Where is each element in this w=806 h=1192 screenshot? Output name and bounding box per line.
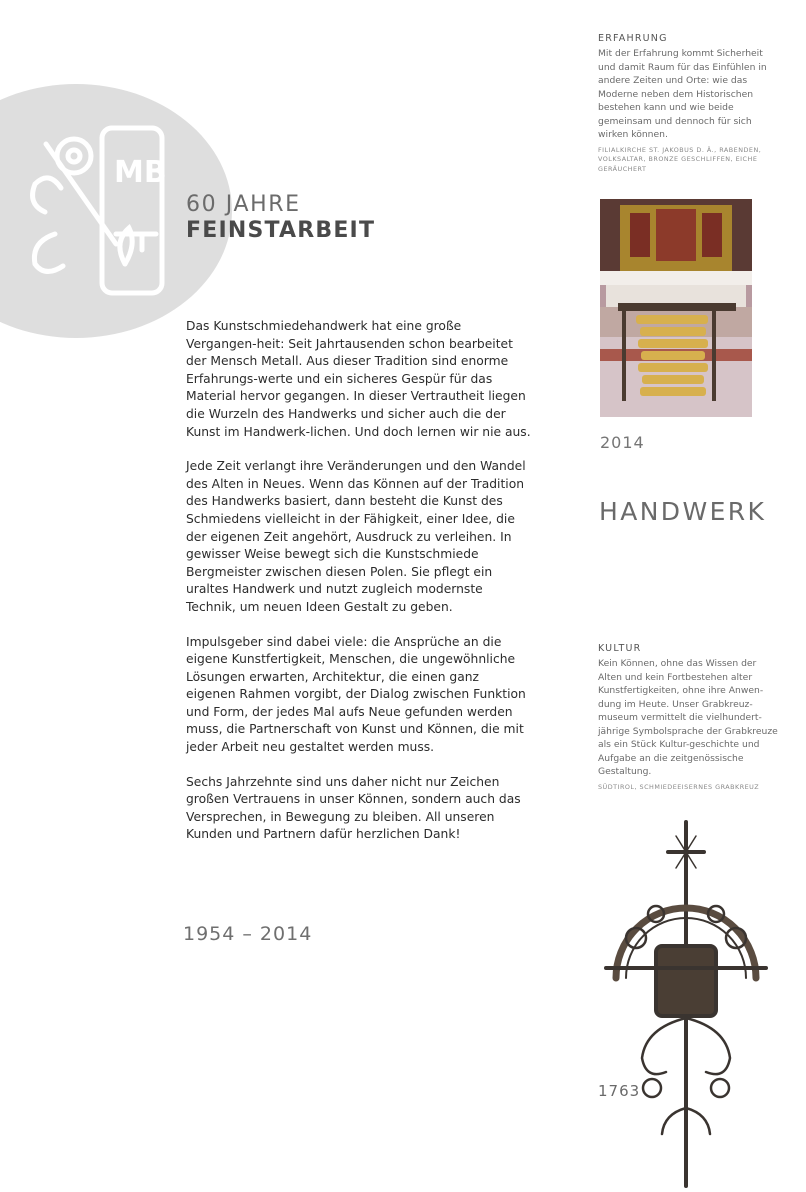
paragraph-2: Jede Zeit verlangt ihre Veränderungen und den Wandel des Alten in Neues. Wenn das Können auf der Tradition des Handwerks basiert, dann besteht die Kunst des Schmiedens vielleicht in der Fähigkeit, einer Idee, die der eigenen Zeit angehört, Ausdruck zu verleihen. In gewisser Weise bewegt sich die Kunstschmiede Bergmeister zwischen diesen Polen. Sie pflegt ein uraltes Handwerk und nutzt zugleich modernste Technik, um neuen Ideen Gestalt zu geben. xyxy=(186,459,526,614)
paragraph-3: Impulsgeber sind dabei viele: die Ansprüche an die eigene Kunstfertigkeit, Menschen, die ungewöhnliche Lösungen erwarten, Architektur, die einen ganz eigenen Rahmen vorgibt, der Dialog zwischen Funktion und Form, der jedes Mal aufs Neue gefunden werden muss, die Partnerschaft von Kunst und Können, die mit jeder Arbeit neu gestaltet werden muss. xyxy=(186,634,526,755)
kultur-text: Kein Können, ohne das Wissen der Alten und kein Fortbestehen alter Kunstfertigkeiten, ohne ihre Anwen-dung im Heute. Unser Grabkreuz-museum vermittelt die vielhundert-jährige Symbolsprache der Grabkreuze als ein Stück Kultur-geschichte und Aufgabe an die zeitgenössische Gestaltung. xyxy=(598,658,778,777)
logo-letters: MB xyxy=(114,155,167,190)
kultur-heading: KULTUR xyxy=(598,643,642,654)
headline-line2: FEINSTARBEIT xyxy=(186,218,376,243)
grave-cross-photo xyxy=(596,818,774,1188)
paragraph-1: Das Kunstschmiedehandwerk hat eine große Vergangen-heit: Seit Jahrtausenden schon bearbeitet der Mensch Metall. Aus dieser Tradition sind enorme Erfahrungs-werte und ein sicheres Gespür für das Material hervor gegangen. In dieser Vertrautheit liegen die Wurzeln des Handwerks und sicher auch die der Kunst im Handwerk-lichen. Und doch lernen wir nie aus. xyxy=(186,319,531,439)
headline xyxy=(186,192,375,244)
year-2014: 2014 xyxy=(600,433,645,452)
headline-line1: 60 JAHRE xyxy=(186,192,301,217)
body-text xyxy=(186,318,531,861)
handwerk-heading: HANDWERK xyxy=(599,497,767,526)
erfahrung-text: Mit der Erfahrung kommt Sicherheit und damit Raum für das Einfühlen in andere Zeiten und Orte: wie das Moderne neben dem Historischen bestehen kann und wie beide gemeinsam und dennoch für sich wirken können. xyxy=(598,48,767,140)
kultur-caption: SÜDTIROL, SCHMIEDEEISERNES GRABKREUZ xyxy=(598,782,760,791)
year-1763: 1763 xyxy=(598,1082,641,1100)
years-range: 1954 – 2014 xyxy=(183,923,313,945)
paragraph-4: Sechs Jahrzehnte sind uns daher nicht nur Zeichen großen Vertrauens in unser Können, sondern auch das Versprechen, in Bewegung zu bleiben. All unseren Kunden und Partnern dafür herzlichen Dank! xyxy=(186,774,521,842)
erfahrung-heading: ERFAHRUNG xyxy=(598,33,668,44)
erfahrung-caption: FILIALKIRCHE ST. JAKOBUS D. Ä., RABENDEN, VOLKSALTAR, BRONZE GESCHLIFFEN, EICHE GERÄUCHERT xyxy=(598,145,762,173)
section-kultur xyxy=(598,643,780,792)
altar-photo xyxy=(600,199,752,417)
section-erfahrung xyxy=(598,33,780,174)
